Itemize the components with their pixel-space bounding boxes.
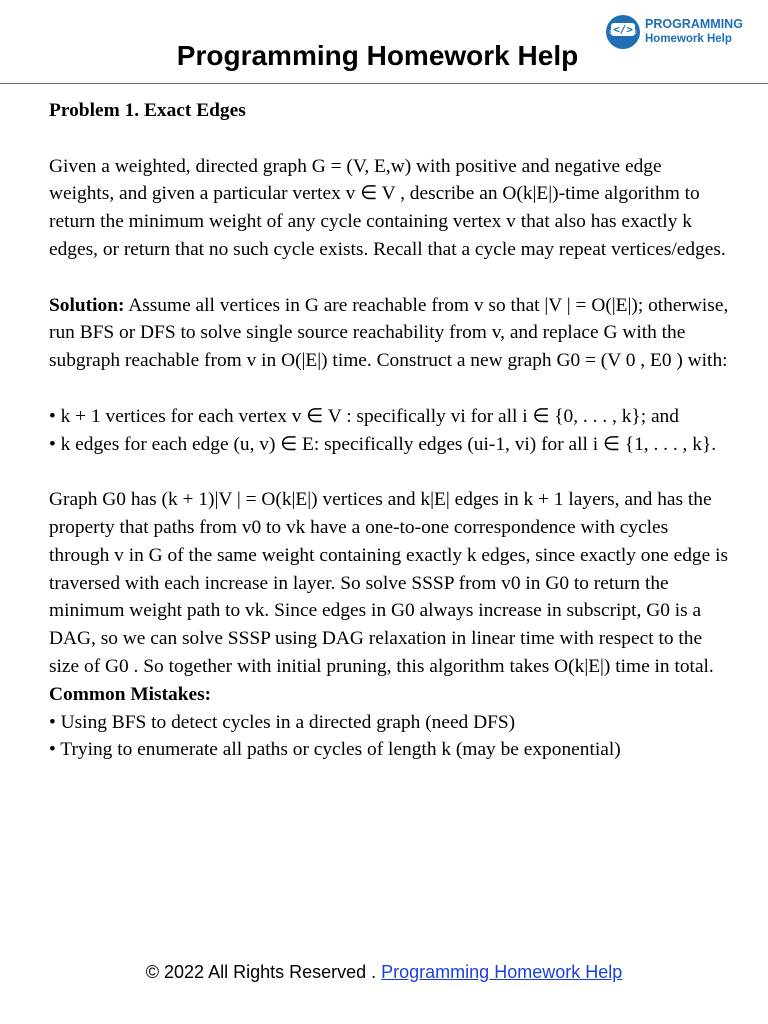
mistake-item: • Using BFS to detect cycles in a directed graph (need DFS)	[49, 711, 516, 733]
solution-intro: Assume all vertices in G are reachable from v so that |V | = O(|E|); otherwise, run BFS or DFS to solve single source reachability from v, and replace G with the subgraph reachable from v in O(|E|) time. Construct a new graph G0 = (V 0 , E0 ) with:	[49, 294, 729, 372]
logo-line-1: PROGRAMMING	[645, 17, 743, 31]
logo-line-2: Homework Help	[645, 33, 732, 45]
problem-statement: Given a weighted, directed graph G = (V, E,w) with positive and negative edge weights, and given a particular vertex v ∈ V , describe an O(k|E|)-time algorithm to return the minimum weight of any cycle containing vertex v that also has exactly k edges, or return that no such cycle exists. Recall that a cycle may repeat vertices/edges.	[49, 155, 726, 260]
mistake-item: • Trying to enumerate all paths or cycles of length k (may be exponential)	[49, 739, 621, 761]
header-divider	[0, 83, 768, 84]
solution-explanation: Graph G0 has (k + 1)|V | = O(k|E|) vertices and k|E| edges in k + 1 layers, and has the property that paths from v0 to vk have a one-to-one correspondence with cycles through v in G of the same weight containing exactly k edges, since exactly one edge is traversed with each increase in layer. So solve SSSP from v0 in G0 to return the minimum weight path to vk. Since edges in G0 always increase in subscript, G0 is a DAG, so we can solve SSSP using DAG relaxation in linear time with respect to the size of G0 . So together with initial pruning, this algorithm takes O(k|E|) time in total.	[49, 489, 729, 677]
solution-bullet: • k edges for each edge (u, v) ∈ E: specifically edges (ui-1, vi) for all i ∈ {1, . . . , k}.	[49, 433, 717, 455]
copyright-text: © 2022 All Rights Reserved .	[145, 962, 382, 982]
document-body	[49, 97, 729, 764]
brand-logo	[606, 10, 754, 54]
mistakes-title: Common Mistakes:	[49, 683, 212, 705]
page-title: Programming Homework Help	[176, 40, 579, 71]
problem-title: Problem 1. Exact Edges	[49, 100, 246, 121]
footer	[0, 962, 768, 983]
code-globe-icon	[606, 15, 640, 49]
footer-link[interactable]: Programming Homework Help	[381, 962, 623, 982]
solution-intro-paragraph	[49, 292, 729, 375]
solution-bullet: • k + 1 vertices for each vertex v ∈ V : specifically vi for all i ∈ {0, . . . , k}; and	[49, 405, 679, 427]
logo-glyph: </>	[613, 23, 633, 36]
solution-label: Solution:	[49, 294, 125, 316]
